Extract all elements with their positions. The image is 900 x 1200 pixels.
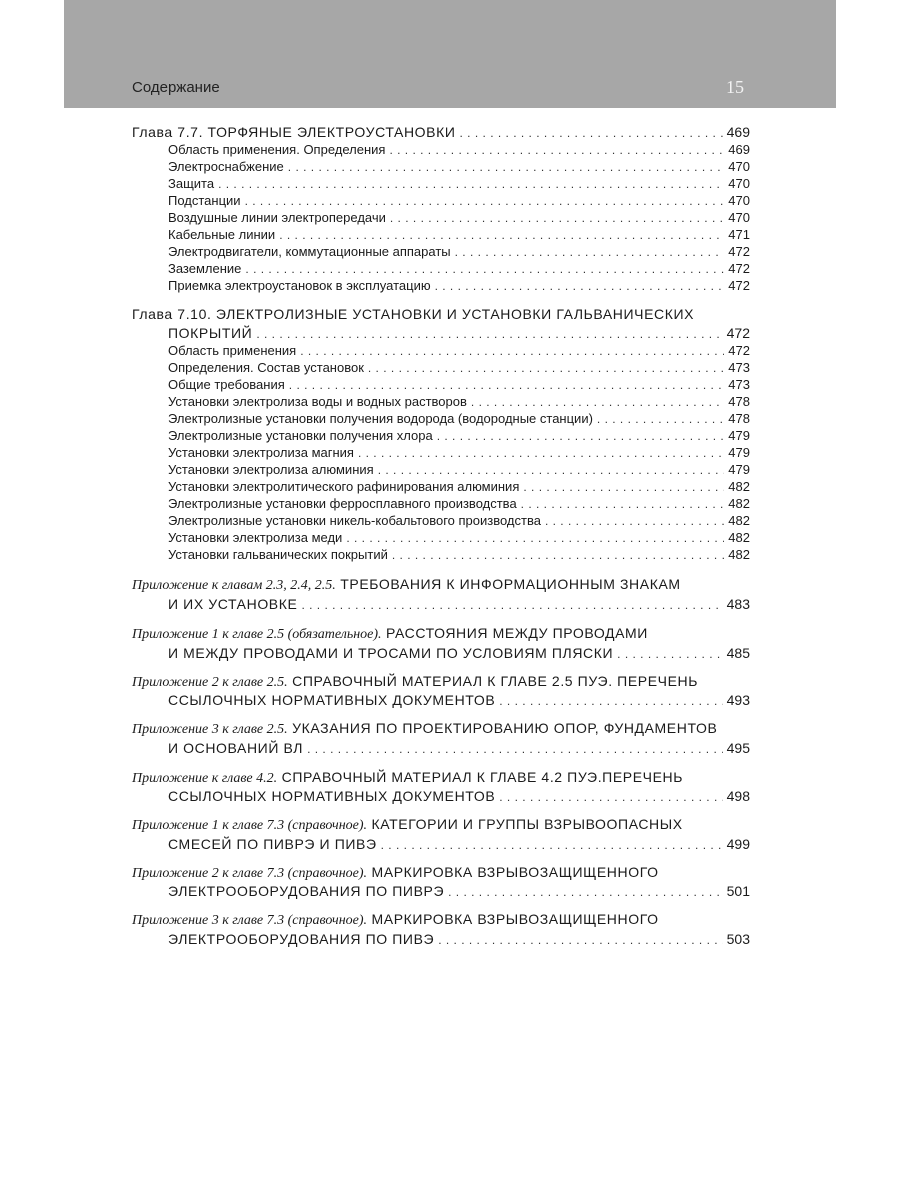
toc-entry-page: 472 (728, 343, 750, 358)
toc-entry-title: Заземление (168, 261, 242, 276)
toc-item[interactable] (168, 226, 750, 243)
toc-entry-page: 501 (726, 883, 750, 899)
toc-entry-title: Установки гальванических покрытий (168, 547, 388, 562)
toc-item[interactable] (168, 342, 750, 359)
dot-leader (523, 479, 724, 496)
dot-leader (438, 932, 722, 949)
toc-entry-title: Установки электролиза воды и водных растворов (168, 394, 467, 409)
toc-item[interactable] (168, 376, 750, 393)
toc-entry-page: 483 (726, 596, 750, 612)
toc-appendix-6-line1[interactable]: Приложение 1 к главе 7.3 (справочное). КАТЕГОРИИ И ГРУППЫ ВЗРЫВООПАСНЫХ (132, 816, 683, 833)
dot-leader (378, 462, 725, 479)
toc-entry-title: Установки электролиза меди (168, 530, 343, 545)
toc-entry-page: 482 (728, 479, 750, 494)
toc-entry-page: 499 (726, 836, 750, 852)
dot-leader (460, 125, 723, 142)
toc-entry-title: Установки электролиза алюминия (168, 462, 374, 477)
running-header-title: Содержание (132, 79, 220, 96)
dot-leader (368, 360, 724, 377)
dot-leader (279, 227, 724, 244)
toc-entry-page: 469 (728, 142, 750, 157)
toc-entry-title: Электролизные установки никель-кобальтового производства (168, 513, 541, 528)
toc-entry-title: Кабельные линии (168, 227, 276, 242)
toc-entry-title: ЭЛЕКТРООБОРУДОВАНИЯ ПО ПИВЭ (168, 931, 435, 947)
toc-appendix-6[interactable] (168, 836, 750, 853)
dot-leader (300, 343, 724, 360)
toc-item[interactable] (168, 427, 750, 444)
toc-item[interactable] (168, 158, 750, 175)
toc-appendix-4[interactable] (168, 740, 750, 757)
toc-entry-title: Установки электролиза магния (168, 445, 354, 460)
toc-entry-page: 495 (726, 740, 750, 756)
toc-entry-title: Электролизные установки получения хлора (168, 428, 433, 443)
toc-entry-page: 471 (728, 227, 750, 242)
toc-item[interactable] (168, 410, 750, 427)
toc-entry-page: 482 (728, 547, 750, 562)
toc-entry-title: Электродвигатели, коммутационные аппараты (168, 244, 451, 259)
toc-chapter-7-10-title-line1[interactable]: Глава 7.10. ЭЛЕКТРОЛИЗНЫЕ УСТАНОВКИ И УСТАНОВКИ ГАЛЬВАНИЧЕСКИХ (132, 306, 695, 322)
toc-item[interactable] (168, 546, 750, 563)
toc-entry-page: 472 (726, 325, 750, 341)
dot-leader (245, 193, 725, 210)
toc-item[interactable] (168, 444, 750, 461)
toc-appendix-5[interactable] (168, 788, 750, 805)
toc-item[interactable] (168, 359, 750, 376)
toc-entry-title: Область применения (168, 343, 297, 358)
dot-leader (521, 496, 725, 513)
toc-entry-page: 470 (728, 159, 750, 174)
dot-leader (392, 547, 724, 564)
toc-entry-page: 503 (726, 931, 750, 947)
toc-entry-title: Глава 7.7. ТОРФЯНЫЕ ЭЛЕКТРОУСТАНОВКИ (132, 124, 456, 140)
toc-entry-title: Установки электролитического рафинирования алюминия (168, 479, 520, 494)
toc-entry-page: 478 (728, 411, 750, 426)
dot-leader (448, 884, 723, 901)
dot-leader (597, 411, 724, 428)
toc-appendix-7[interactable] (168, 883, 750, 900)
toc-entry-page: 470 (728, 193, 750, 208)
toc-entry-page: 479 (728, 462, 750, 477)
toc-appendix-3[interactable] (168, 692, 750, 709)
dot-leader (437, 428, 725, 445)
toc-entry-page: 472 (728, 261, 750, 276)
toc-chapter-7-7[interactable] (132, 124, 750, 141)
toc-appendix-8[interactable] (168, 931, 750, 948)
toc-item[interactable] (168, 495, 750, 512)
dot-leader (471, 394, 724, 411)
dot-leader (301, 597, 722, 614)
dot-leader (381, 837, 723, 854)
dot-leader (617, 646, 722, 663)
toc-appendix-1[interactable] (168, 596, 750, 613)
dot-leader (545, 513, 724, 530)
toc-appendix-5-line1[interactable]: Приложение к главе 4.2. СПРАВОЧНЫЙ МАТЕРИАЛ К ГЛАВЕ 4.2 ПУЭ.ПЕРЕЧЕНЬ (132, 769, 684, 786)
toc-entry-title: Защита (168, 176, 215, 191)
toc-item[interactable] (168, 141, 750, 158)
toc-entry-title: Определения. Состав установок (168, 360, 364, 375)
dot-leader (499, 693, 722, 710)
toc-item[interactable] (168, 260, 750, 277)
toc-entry-title: СМЕСЕЙ ПО ПИВРЭ И ПИВЭ (168, 836, 377, 852)
dot-leader (390, 210, 724, 227)
dot-leader (358, 445, 724, 462)
toc-item[interactable] (168, 478, 750, 495)
toc-entry-page: 479 (728, 445, 750, 460)
toc-entry-title: ЭЛЕКТРООБОРУДОВАНИЯ ПО ПИВРЭ (168, 883, 445, 899)
toc-appendix-3-line1[interactable]: Приложение 2 к главе 2.5. СПРАВОЧНЫЙ МАТЕРИАЛ К ГЛАВЕ 2.5 ПУЭ. ПЕРЕЧЕНЬ (132, 673, 699, 690)
toc-entry-page: 493 (726, 692, 750, 708)
toc-entry-title: Электролизные установки получения водорода (водородные станции) (168, 411, 593, 426)
toc-entry-title: Приемка электроустановок в эксплуатацию (168, 278, 431, 293)
toc-entry-page: 478 (728, 394, 750, 409)
toc-entry-title: Область применения. Определения (168, 142, 386, 157)
toc-appendix-2[interactable] (168, 645, 750, 662)
toc-entry-title: И ИХ УСТАНОВКЕ (168, 596, 298, 612)
dot-leader (455, 244, 725, 261)
dot-leader (245, 261, 724, 278)
toc-entry-title: И МЕЖДУ ПРОВОДАМИ И ТРОСАМИ ПО УСЛОВИЯМ ПЛЯСКИ (168, 645, 614, 661)
toc-entry-page: 485 (726, 645, 750, 661)
toc-item[interactable] (168, 209, 750, 226)
toc-entry-page: 473 (728, 377, 750, 392)
toc-entry-title: Общие требования (168, 377, 285, 392)
toc-entry-title: ССЫЛОЧНЫХ НОРМАТИВНЫХ ДОКУМЕНТОВ (168, 692, 496, 708)
toc-entry-title: ПОКРЫТИЙ (168, 325, 253, 341)
toc-entry-page: 470 (728, 210, 750, 225)
dot-leader (256, 326, 722, 343)
dot-leader (389, 142, 724, 159)
toc-chapter-7-10[interactable] (168, 325, 750, 342)
toc-appendix-1-line1[interactable]: Приложение к главам 2.3, 2.4, 2.5. ТРЕБОВАНИЯ К ИНФОРМАЦИОННЫМ ЗНАКАМ (132, 576, 681, 593)
toc-item[interactable] (168, 192, 750, 209)
toc-entry-page: 472 (728, 244, 750, 259)
toc-appendix-8-line1[interactable]: Приложение 3 к главе 7.3 (справочное). МАРКИРОВКА ВЗРЫВОЗАЩИЩЕННОГО (132, 911, 659, 928)
toc-entry-title: Воздушные линии электропередачи (168, 210, 386, 225)
toc-entry-page: 482 (728, 513, 750, 528)
toc-entry-page: 482 (728, 530, 750, 545)
toc-entry-title: Электролизные установки ферросплавного производства (168, 496, 517, 511)
toc-item[interactable] (168, 393, 750, 410)
dot-leader (435, 278, 725, 295)
toc-item[interactable] (168, 461, 750, 478)
dot-leader (346, 530, 724, 547)
toc-entry-title: И ОСНОВАНИЙ ВЛ (168, 740, 304, 756)
toc-entry-page: 498 (726, 788, 750, 804)
toc-entry-page: 469 (726, 124, 750, 140)
dot-leader (307, 741, 723, 758)
toc-entry-page: 473 (728, 360, 750, 375)
toc-entry-page: 470 (728, 176, 750, 191)
dot-leader (288, 159, 725, 176)
page-number: 15 (726, 77, 744, 97)
dot-leader (218, 176, 724, 193)
toc-entry-title: Подстанции (168, 193, 241, 208)
toc-item[interactable] (168, 277, 750, 294)
toc-appendix-7-line1[interactable]: Приложение 2 к главе 7.3 (справочное). МАРКИРОВКА ВЗРЫВОЗАЩИЩЕННОГО (132, 864, 659, 881)
toc-entry-page: 482 (728, 496, 750, 511)
toc-entry-page: 479 (728, 428, 750, 443)
toc-appendix-2-line1[interactable]: Приложение 1 к главе 2.5 (обязательное). РАССТОЯНИЯ МЕЖДУ ПРОВОДАМИ (132, 625, 648, 642)
toc-item[interactable] (168, 512, 750, 529)
toc-appendix-4-line1[interactable]: Приложение 3 к главе 2.5. УКАЗАНИЯ ПО ПРОЕКТИРОВАНИЮ ОПОР, ФУНДАМЕНТОВ (132, 720, 718, 737)
toc-entry-title: Электроснабжение (168, 159, 284, 174)
dot-leader (499, 789, 722, 806)
toc-entry-page: 472 (728, 278, 750, 293)
toc-item[interactable] (168, 243, 750, 260)
toc-item[interactable] (168, 175, 750, 192)
toc-entry-title: ССЫЛОЧНЫХ НОРМАТИВНЫХ ДОКУМЕНТОВ (168, 788, 496, 804)
toc-item[interactable] (168, 529, 750, 546)
dot-leader (289, 377, 725, 394)
